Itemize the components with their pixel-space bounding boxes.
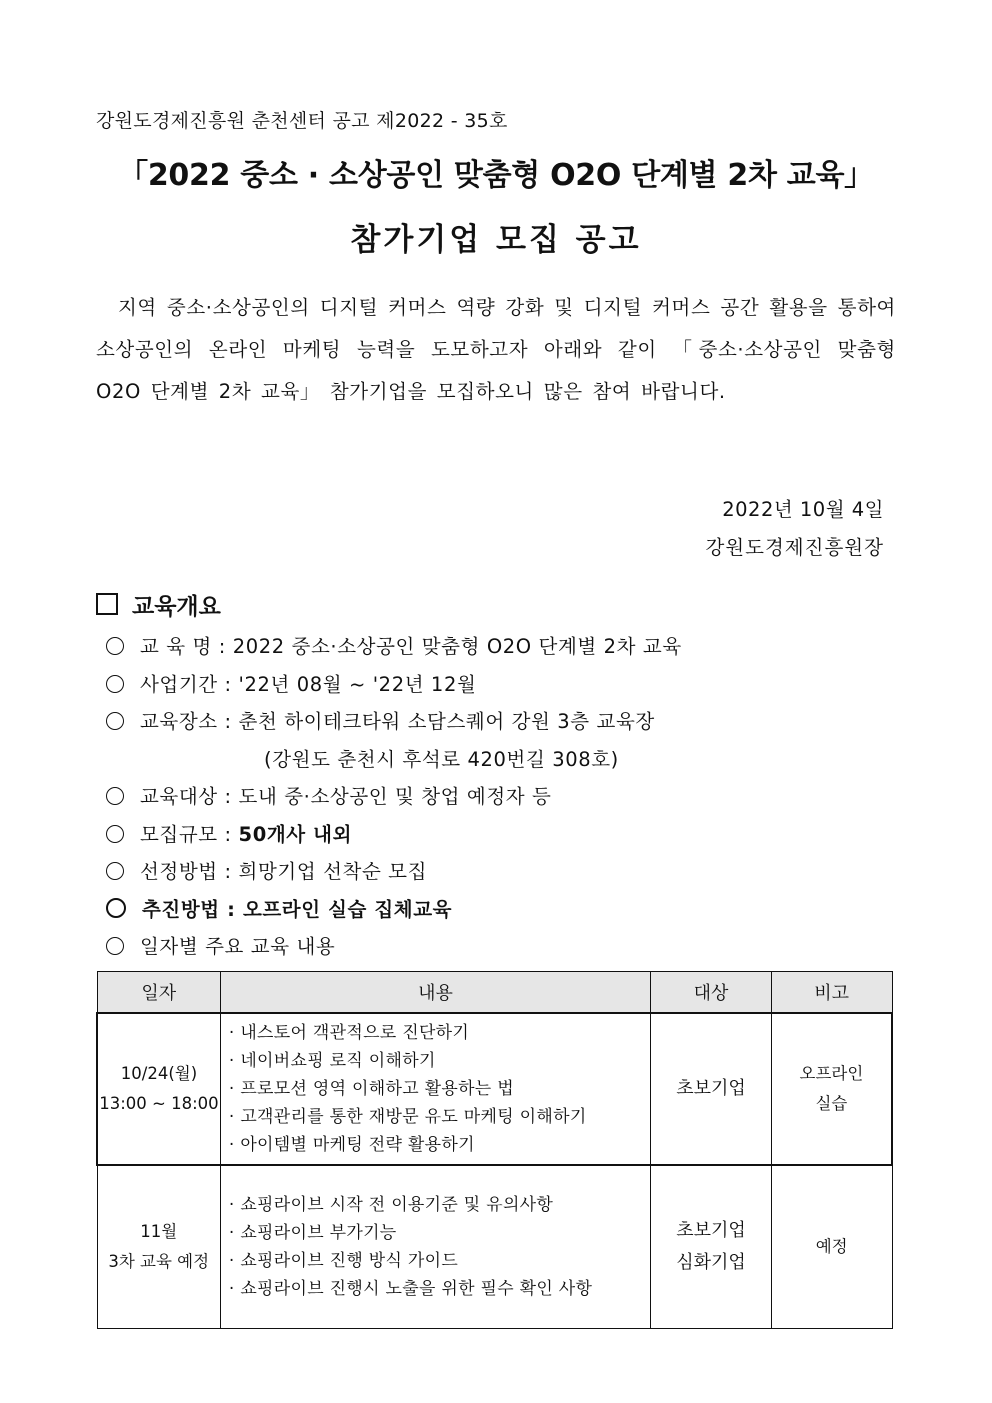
overview-item-schedule [106, 928, 906, 966]
intro-text: 지역 중소·소상공인의 디지털 커머스 역량 강화 및 디지털 커머스 공간 활용을 통하여 소상공인의 온라인 마케팅 능력을 도모하고자 아래와 같이 「중소·소상공인 맞춤형 O2O 단계별 2차 교육」 참가기업을 모집하오니 많은 참여 바랍니다. [96, 296, 896, 403]
note-cell [771, 1013, 892, 1165]
overview-value: 2022 중소·소상공인 맞춤형 O2O 단계별 2차 교육 [232, 635, 682, 658]
target-text: 초보기업 [676, 1220, 746, 1241]
column-header: 내용 [220, 972, 650, 1014]
overview-item-capacity [106, 816, 906, 854]
overview-value: 희망기업 선착순 모집 [238, 860, 428, 883]
overview-label: 추진방법 : [142, 897, 236, 921]
note-text: 예정 [815, 1237, 848, 1256]
content-item: · 쇼핑라이브 진행시 노출을 위한 필수 확인 사항 [228, 1279, 593, 1299]
content-item: · 고객관리를 통한 재방문 유도 마케팅 이해하기 [228, 1107, 587, 1127]
overview-value: 춘천 하이테크타워 소담스퀘어 강원 3층 교육장 [238, 710, 655, 733]
content-item: · 쇼핑라이브 진행 방식 가이드 [228, 1251, 459, 1271]
content-item: · 쇼핑라이브 시작 전 이용기준 및 유의사항 [228, 1195, 554, 1215]
date-text: 11월 [140, 1222, 178, 1241]
overview-label: 교육장소 : [140, 710, 232, 733]
content-cell [220, 1013, 650, 1165]
circle-bullet-icon [106, 675, 124, 693]
target-cell [651, 1013, 772, 1165]
table-row [97, 1013, 892, 1165]
overview-value: 오프라인 실습 집체교육 [242, 897, 453, 921]
overview-value: (강원도 춘천시 후석로 420번길 308호) [264, 747, 619, 771]
target-text: 심화기업 [676, 1252, 746, 1273]
circle-bullet-icon [106, 712, 124, 730]
column-header: 일자 [97, 972, 220, 1014]
content-item: · 쇼핑라이브 부가기능 [228, 1223, 397, 1243]
content-item: · 아이템별 마케팅 전략 활용하기 [228, 1135, 475, 1155]
overview-value: 도내 중·소상공인 및 창업 예정자 등 [238, 785, 552, 808]
section-heading-text: 교육개요 [132, 594, 221, 620]
time-text: 13:00 ~ 18:00 [99, 1094, 219, 1113]
content-cell [220, 1165, 650, 1329]
overview-value: '22년 08월 ~ '22년 12월 [238, 672, 477, 696]
overview-item-course-name [106, 628, 906, 666]
table-row [97, 1165, 892, 1329]
notice-number: 강원도경제진흥원 춘천센터 공고 제2022 - 35호 [96, 110, 508, 132]
date-cell [97, 1165, 220, 1329]
overview-label: 선정방법 : [140, 860, 232, 883]
note-cell [771, 1165, 892, 1329]
section-heading [96, 588, 221, 621]
circle-bullet-icon [106, 937, 124, 955]
overview-label: 사업기간 : [140, 672, 232, 696]
circle-bullet-icon [106, 862, 124, 880]
note-text: 실습 [815, 1094, 848, 1113]
column-header: 대상 [651, 972, 772, 1014]
circle-bullet-icon [106, 898, 126, 918]
overview-label: 모집규모 : [140, 822, 232, 846]
circle-bullet-icon [106, 825, 124, 843]
intro-paragraph [96, 287, 896, 413]
column-header: 비고 [771, 972, 892, 1014]
issuing-organization: 강원도경제진흥원장 [705, 536, 884, 559]
overview-list [106, 628, 906, 966]
document-subtitle: 참가기업 모집 공고 [350, 222, 642, 258]
overview-item-method [106, 891, 906, 929]
content-item: · 네이버쇼핑 로직 이해하기 [228, 1051, 436, 1071]
content-item: · 내스토어 객관적으로 진단하기 [228, 1023, 470, 1043]
square-bullet-icon [96, 593, 118, 615]
overview-item-address [106, 741, 906, 779]
target-cell [651, 1165, 772, 1329]
overview-value: 일자별 주요 교육 내용 [140, 935, 336, 958]
overview-item-period [106, 666, 906, 704]
overview-label: 교 육 명 : [140, 635, 226, 658]
document-title: 「2022 중소 · 소상공인 맞춤형 O2O 단계별 2차 교육」 [118, 158, 874, 193]
overview-label: 교육대상 : [140, 785, 232, 808]
content-item: · 프로모션 영역 이해하고 활용하는 법 [228, 1079, 514, 1099]
date-text: 3차 교육 예정 [108, 1252, 210, 1271]
overview-value: 50개사 내외 [238, 822, 353, 846]
overview-item-target [106, 778, 906, 816]
notice-date: 2022년 10월 4일 [722, 498, 884, 521]
circle-bullet-icon [106, 787, 124, 805]
circle-bullet-icon [106, 637, 124, 655]
date-text: 10/24(월) [120, 1064, 198, 1083]
schedule-table [96, 971, 893, 1329]
table-header-row [97, 972, 892, 1014]
overview-item-location [106, 703, 906, 741]
target-text: 초보기업 [676, 1078, 746, 1099]
note-text: 오프라인 [799, 1064, 864, 1083]
overview-item-selection [106, 853, 906, 891]
date-cell [97, 1013, 220, 1165]
